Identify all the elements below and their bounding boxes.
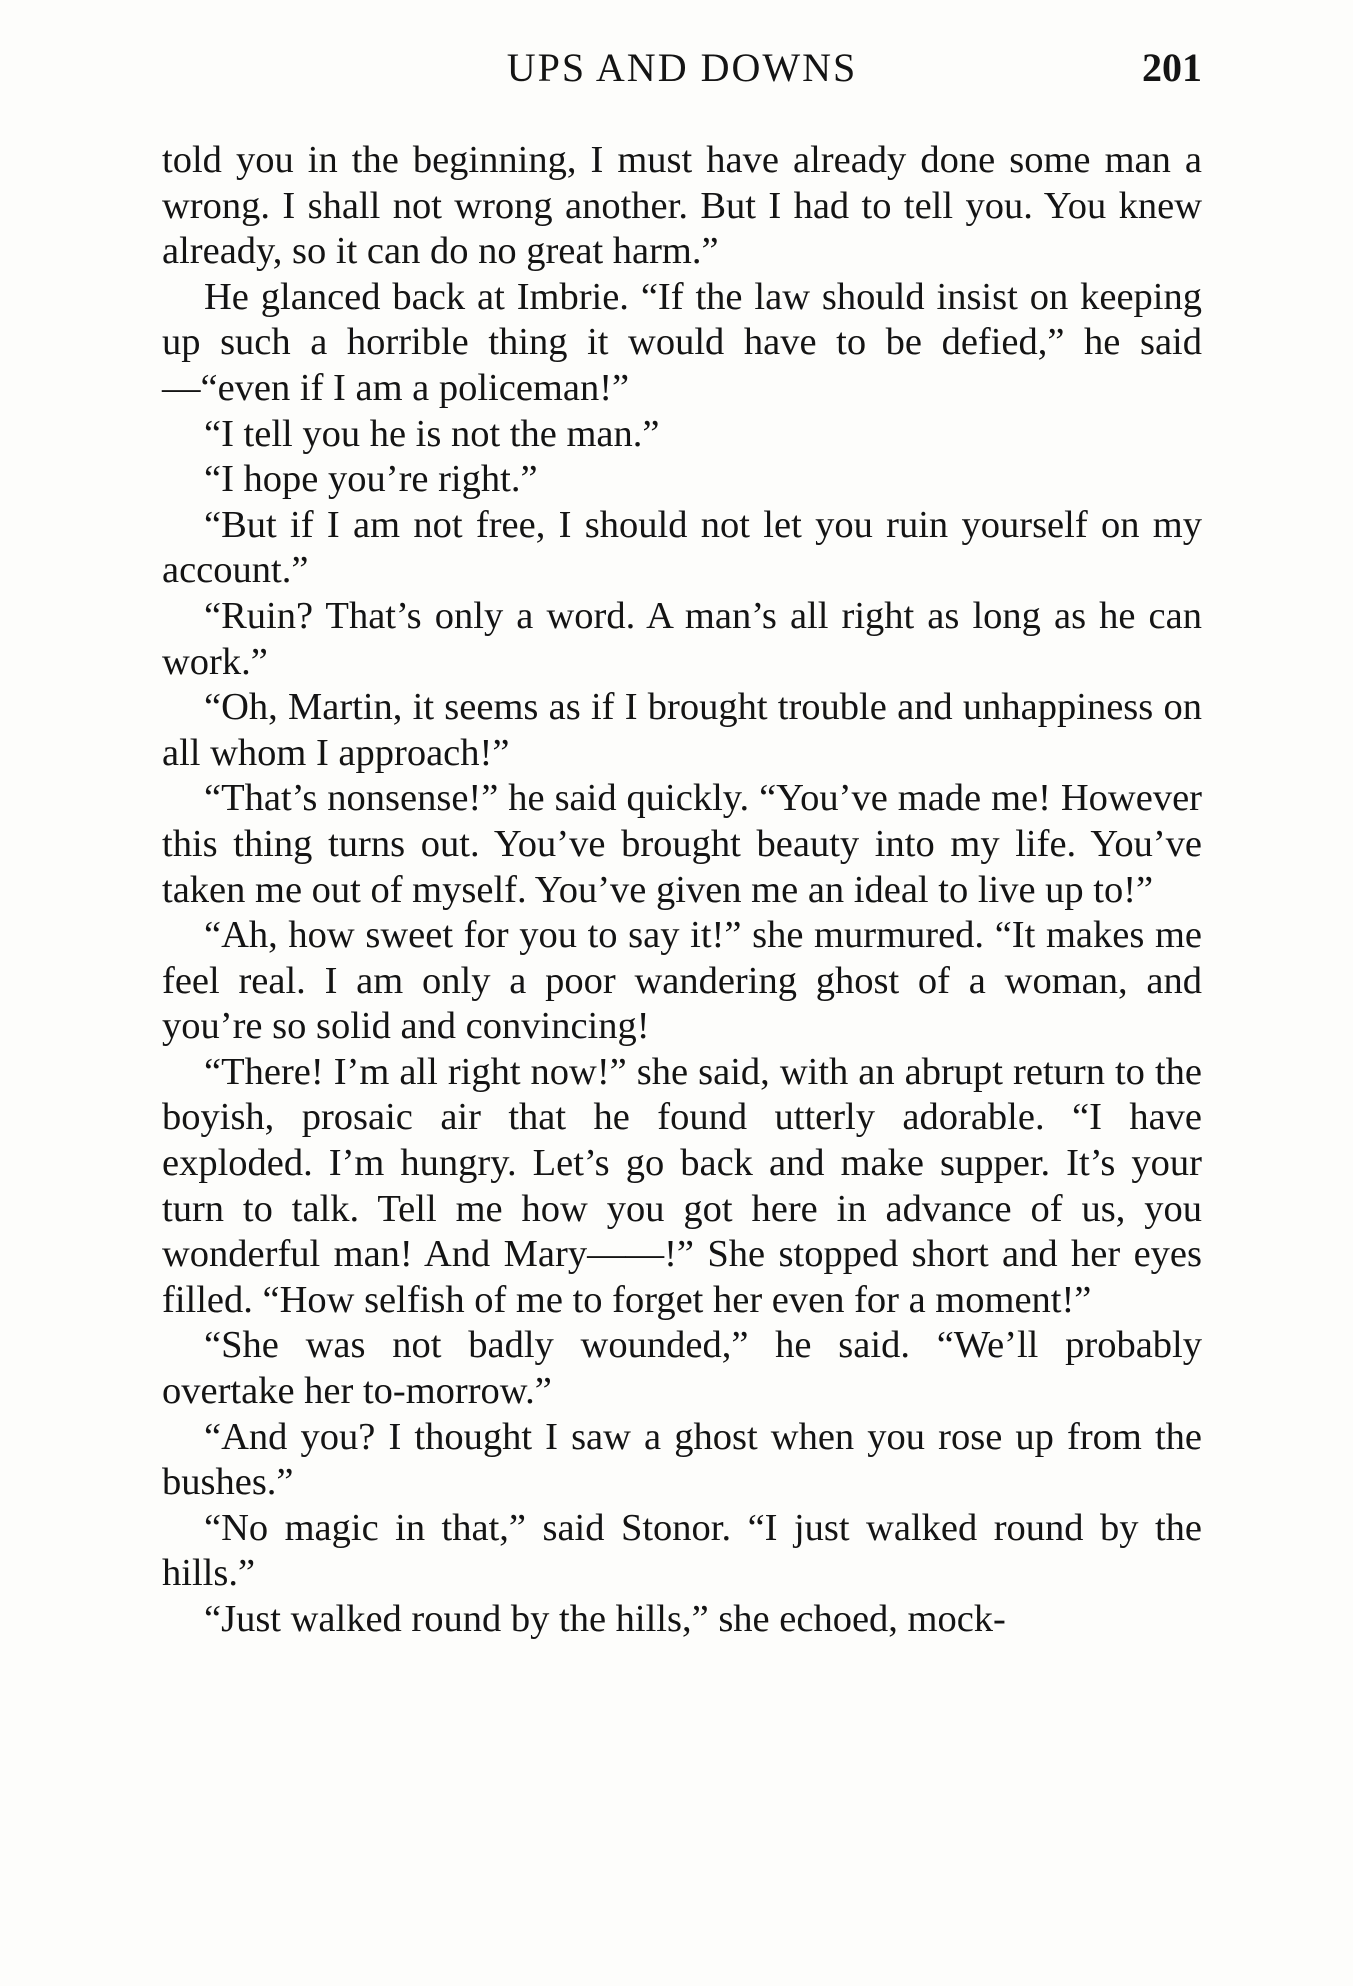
body-text	[162, 138, 1202, 1643]
paragraph: “Ah, how sweet for you to say it!” she murmured. “It makes me feel real. I am only a poor wandering ghost of a woman, and you’re so solid and convincing!	[162, 914, 1202, 1048]
paragraph: told you in the beginning, I must have already done some man a wrong. I shall not wrong another. But I had to tell you. You knew already, so it can do no great harm.”	[162, 139, 1202, 273]
paragraph: “That’s nonsense!” he said quickly. “You’ve made me! However this thing turns out. You’ve brought beauty into my life. You’ve taken me out of myself. You’ve given me an ideal to live up to!”	[162, 777, 1202, 911]
paragraph: He glanced back at Imbrie. “If the law should insist on keeping up such a horrible thing it would have to be defied,” he said—“even if I am a policeman!”	[162, 275, 1202, 409]
page-number: 201	[1142, 45, 1202, 90]
paragraph: “I tell you he is not the man.”	[204, 412, 660, 455]
paragraph: “I hope you’re right.”	[204, 458, 538, 501]
paragraph: “There! I’m all right now!” she said, with an abrupt return to the boyish, prosaic air that he found utterly adorable. “I have exploded. I’m hungry. Let’s go back and make supper. It’s your turn to talk. Tell me how you got here in advance of us, you wonderful man! And Mary——!” She stopped short and her eyes filled. “How selfish of me to forget her even for a moment!”	[162, 1050, 1202, 1321]
paragraph: “Ruin? That’s only a word. A man’s all right as long as he can work.”	[162, 594, 1202, 683]
page-header	[162, 38, 1202, 98]
paragraph: “And you? I thought I saw a ghost when you rose up from the bushes.”	[162, 1415, 1202, 1504]
running-head: UPS AND DOWNS	[506, 45, 858, 90]
paragraph: “Oh, Martin, it seems as if I brought trouble and unhappiness on all whom I approach!”	[162, 686, 1202, 774]
paragraph: “No magic in that,” said Stonor. “I just walked round by the hills.”	[162, 1506, 1202, 1595]
paragraph: “Just walked round by the hills,” she echoed, mock-	[204, 1598, 1006, 1640]
paragraph: “She was not badly wounded,” he said. “We’ll probably overtake her to-morrow.”	[162, 1324, 1202, 1413]
paragraph: “But if I am not free, I should not let you ruin yourself on my account.”	[162, 503, 1202, 592]
